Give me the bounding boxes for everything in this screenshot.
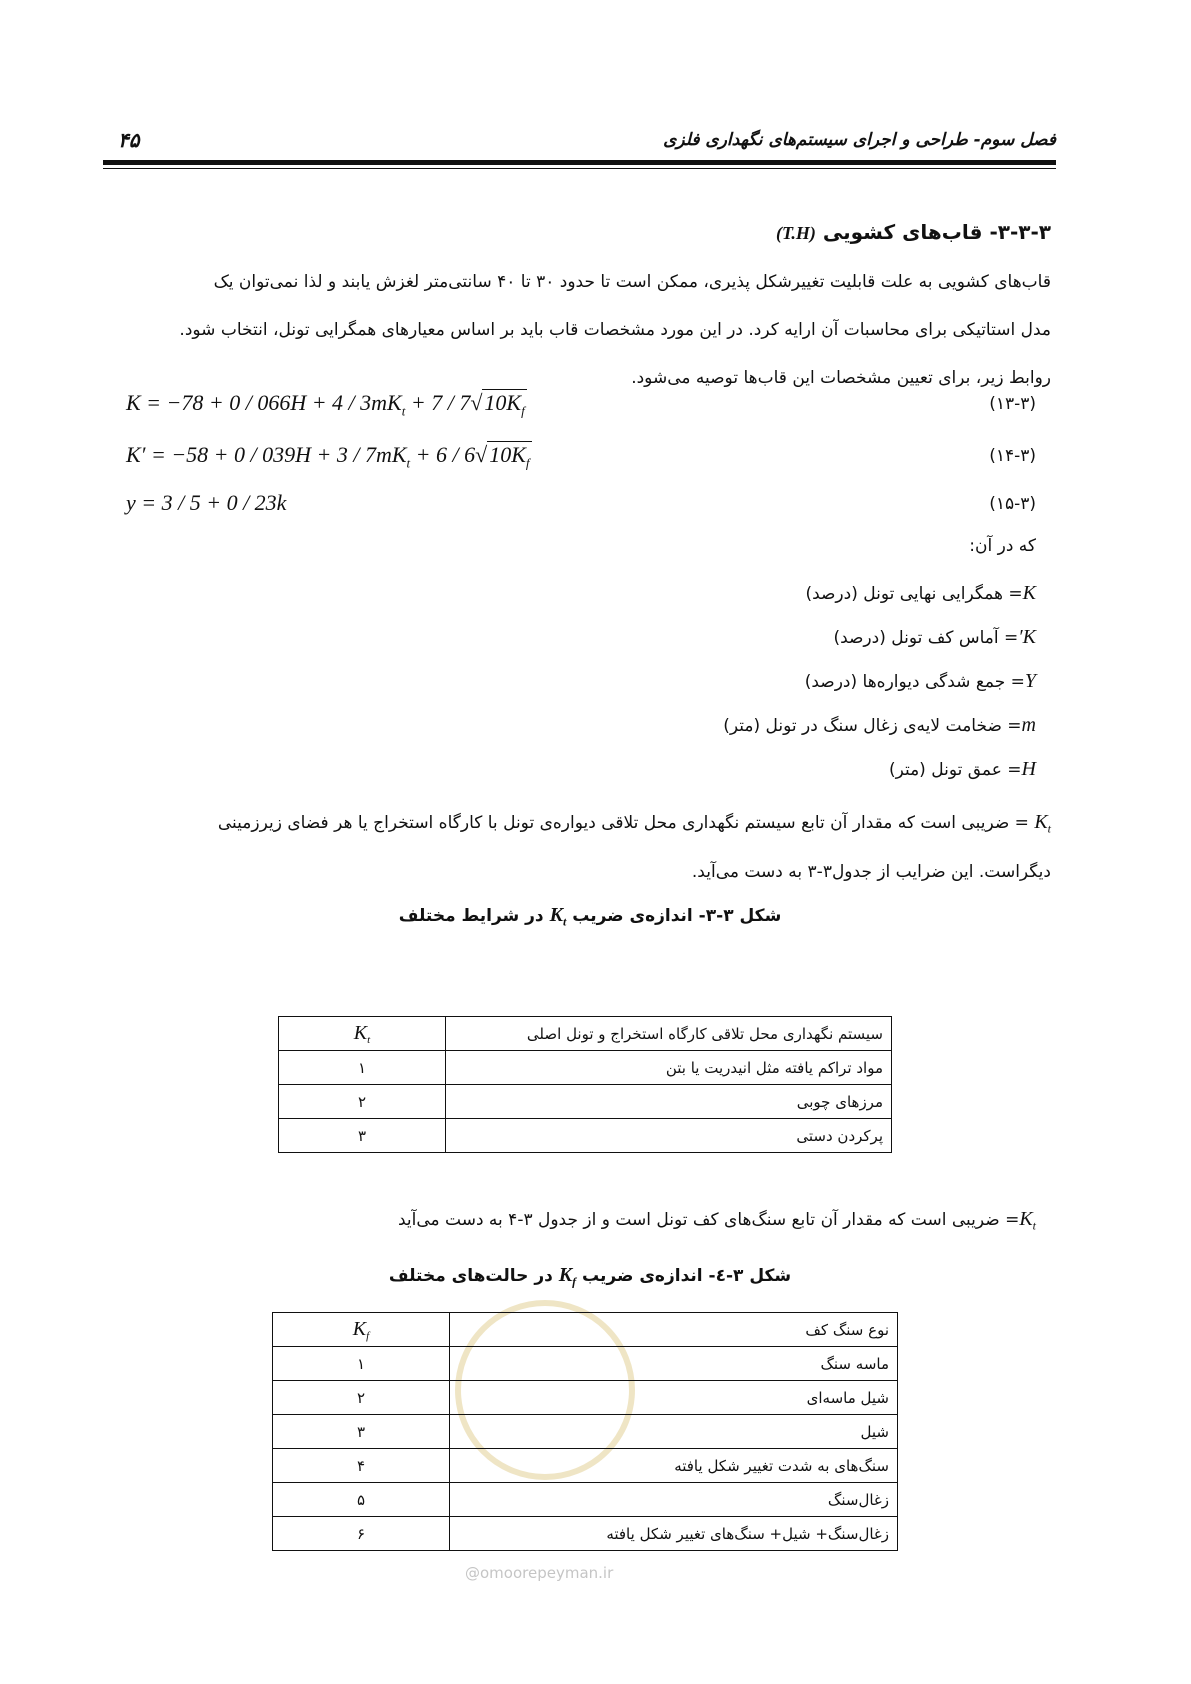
definition-symbol: m <box>1021 714 1036 736</box>
definition-text: = عمق تونل (متر) <box>888 760 1022 780</box>
header-rule-thin <box>103 168 1056 169</box>
table-row <box>273 1449 898 1483</box>
definition-text: = جمع شدگی دیواره‌ها (درصد) <box>804 672 1025 692</box>
chapter-title: فصل سوم- طراحی و اجرای سیستم‌های نگهداری فلزی <box>663 130 1056 150</box>
table2 <box>272 1312 898 1551</box>
section-heading-text: ۳-۳-۳- قاب‌های کشویی <box>822 220 1051 244</box>
desc-cell: سنگ‌های به شدت تغییر شکل یافته <box>450 1449 898 1483</box>
header-symbol-sub: t <box>367 1033 371 1046</box>
desc-cell: زغال‌سنگ <box>450 1483 898 1517</box>
table-row <box>273 1347 898 1381</box>
kt-text: = ضریبی است که مقدار آن تابع سیستم نگهداری محل تلاقی دیواره‌ی تونل با کارگاه استخراج یا هر فضای زیرزمینی <box>217 813 1029 833</box>
equation-number: (۱۴-۳) <box>989 446 1036 466</box>
table-row <box>279 1051 892 1085</box>
table-header-row <box>279 1017 892 1051</box>
desc-cell: مرزهای چوبی <box>446 1085 892 1119</box>
table-row <box>273 1415 898 1449</box>
paragraph-line: مدل استاتیکی برای محاسبات آن ارایه کرد. در این مورد مشخصات قاب باید بر اساس معیارهای همگرایی تونل، انتخاب شود. <box>179 320 1051 340</box>
equation-radicand <box>487 441 531 471</box>
equation-text: 10K <box>484 390 522 415</box>
table-row <box>273 1483 898 1517</box>
desc-cell: زغال‌سنگ+ شیل+ سنگ‌های تغییر شکل یافته <box>450 1517 898 1551</box>
where-label: که در آن: <box>969 536 1036 556</box>
equation-text: 10K <box>489 442 526 467</box>
equation-text: + 7 / 7 <box>405 390 471 415</box>
caption-symbol-sub: f <box>572 1274 577 1289</box>
header-rule <box>103 160 1056 165</box>
paragraph-line: دیگراست. این ضرایب از جدول۳-۳ به دست می‌آید. <box>691 862 1051 883</box>
definition-symbol: Y <box>1024 670 1036 692</box>
paragraph-line: قاب‌های کشویی به علت قابلیت تغییرشکل پذیری، ممکن است تا حدود ۳۰ تا ۴۰ سانتی‌متر لغزش یابند و لذا نمی‌توان یک <box>213 272 1051 292</box>
header-symbol-sub: f <box>366 1329 370 1342</box>
value-cell: ۲ <box>279 1085 446 1119</box>
table-row <box>279 1119 892 1153</box>
value-cell: ۲ <box>273 1381 450 1415</box>
equation-text: K = −78 + 0 / 066H + 4 / 3mK <box>126 390 402 415</box>
value-cell: ۳ <box>279 1119 446 1153</box>
kf-symbol: K <box>1019 1208 1033 1230</box>
kf-symbol-sub: t <box>1032 1218 1036 1233</box>
caption-symbol: K <box>549 904 563 926</box>
table2-caption <box>300 1264 880 1289</box>
equation-radicand <box>482 389 526 419</box>
caption-symbol: K <box>558 1264 573 1286</box>
desc-cell: مواد تراکم یافته مثل انیدریت یا بتن <box>446 1051 892 1085</box>
equation-15: y = 3 / 5 + 0 / 23k <box>126 490 287 515</box>
equation-text: K′ = −58 + 0 / 039H + 3 / 7mK <box>126 442 407 467</box>
equation-text: + 6 / 6 <box>410 442 476 467</box>
equation-subscript: t <box>401 403 406 419</box>
value-cell: ۶ <box>273 1517 450 1551</box>
table1 <box>278 1016 892 1153</box>
equation-13: $K = -78 + 0 / 066H + 4 / 3mK_t + 7 / 7√10K_f$ <box>126 390 525 419</box>
definition-k <box>805 582 1036 605</box>
watermark-text: @omoorepeyman.ir <box>465 1564 614 1582</box>
kt-symbol-sub: t <box>1047 821 1051 836</box>
paragraph-line: روابط زیر، برای تعیین مشخصات این قاب‌ها توصیه می‌شود. <box>631 368 1051 388</box>
desc-cell: شیل ماسه‌ای <box>450 1381 898 1415</box>
header-desc-cell: نوع سنگ کف <box>450 1313 898 1347</box>
caption-text: شکل ۳-٤- اندازه‌ی ضریب <box>582 1266 792 1286</box>
definition-symbol: H <box>1021 758 1036 780</box>
desc-cell: پرکردن دستی <box>446 1119 892 1153</box>
equation-subscript: f <box>521 403 525 419</box>
kt-symbol: K <box>1034 811 1048 833</box>
value-cell: ۱ <box>279 1051 446 1085</box>
desc-cell: ماسه سنگ <box>450 1347 898 1381</box>
equation-subscript: f <box>525 455 530 471</box>
kf-text: = ضریبی است که مقدار آن تابع سنگ‌های کف تونل است و از جدول ۳-۴ به دست می‌آید <box>397 1210 1020 1230</box>
header-symbol-cell <box>279 1017 446 1051</box>
header-symbol: K <box>352 1317 367 1340</box>
paragraph-line <box>111 800 1051 850</box>
value-cell: ۱ <box>273 1347 450 1381</box>
definition-m <box>723 714 1036 737</box>
caption-text: شکل ۳-۳- اندازه‌ی ضریب <box>572 906 782 926</box>
value-cell: ۵ <box>273 1483 450 1517</box>
table1-caption <box>300 904 880 929</box>
header-symbol: K <box>353 1021 368 1044</box>
caption-text: در شرایط مختلف <box>398 906 544 926</box>
intro-paragraph <box>111 258 1051 402</box>
equation-14: $K' = -58 + 0 / 039H + 3 / 7mK_t + 6 / 6√10K_f$ <box>126 442 530 471</box>
definition-k-prime <box>833 626 1036 649</box>
kf-paragraph <box>398 1208 1036 1233</box>
desc-cell: شیل <box>450 1415 898 1449</box>
header-desc-cell: سیستم نگهداری محل تلاقی کارگاه استخراج و تونل اصلی <box>446 1017 892 1051</box>
caption-symbol-sub: t <box>562 914 567 929</box>
section-heading <box>776 220 1051 244</box>
definition-text: = همگرایی نهایی تونل (درصد) <box>805 584 1023 604</box>
table-row <box>273 1381 898 1415</box>
equation-number: (۱۵-۳) <box>989 494 1036 514</box>
section-heading-latin: (T.H) <box>776 223 816 243</box>
equation-subscript: t <box>406 455 411 471</box>
definition-text: = آماس کف تونل (درصد) <box>833 628 1019 648</box>
header-symbol-cell <box>273 1313 450 1347</box>
definition-symbol: K <box>1022 582 1036 604</box>
table-row <box>279 1085 892 1119</box>
definition-symbol: K′ <box>1018 626 1036 648</box>
definition-text: = ضخامت لایه‌ی زغال سنگ در تونل (متر) <box>723 716 1022 736</box>
caption-text: در حالت‌های مختلف <box>388 1266 553 1286</box>
table-header-row <box>273 1313 898 1347</box>
kt-paragraph <box>111 800 1051 894</box>
value-cell: ۳ <box>273 1415 450 1449</box>
value-cell: ۴ <box>273 1449 450 1483</box>
equation-number: (۱۳-۳) <box>989 394 1036 414</box>
table-row <box>273 1517 898 1551</box>
definition-y <box>805 670 1036 693</box>
definition-h <box>889 758 1036 781</box>
page-number: ۴۵ <box>118 128 140 152</box>
